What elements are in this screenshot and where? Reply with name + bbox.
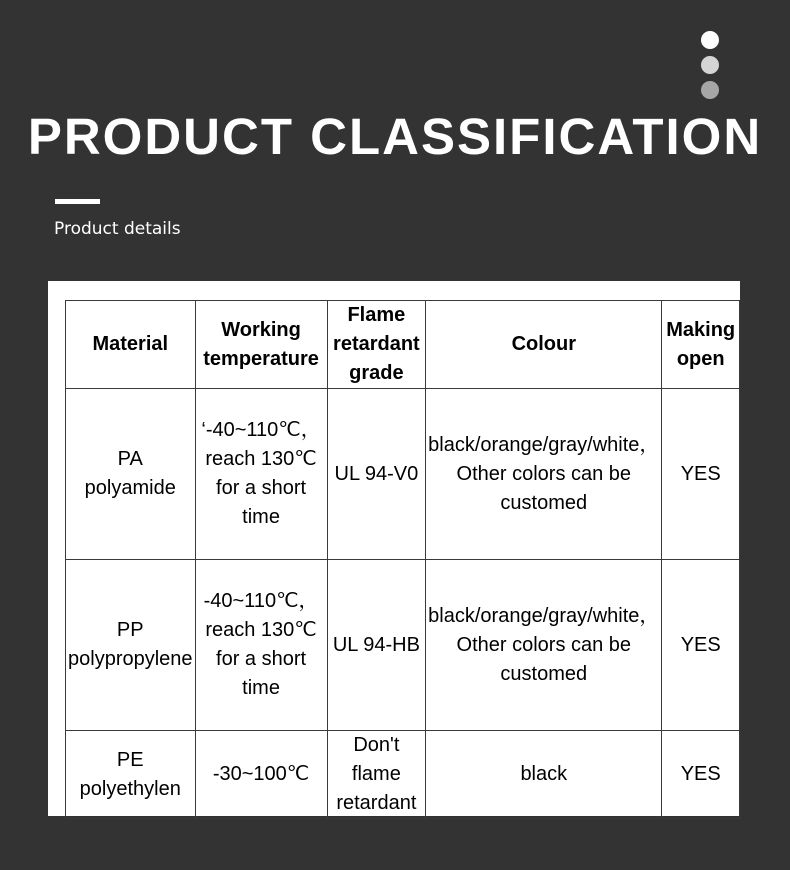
cell-working-temperature xyxy=(195,389,327,560)
material-code: PP xyxy=(116,619,144,641)
temp-peak: reach 130℃ xyxy=(205,619,317,641)
cell-material xyxy=(66,389,196,560)
temp-range: -40~110℃， xyxy=(203,590,319,612)
classification-table xyxy=(65,300,740,819)
header-flame-retardant-grade: Flame retardant grade xyxy=(327,301,426,389)
temp-peak: reach 130℃ xyxy=(205,448,317,470)
dot-indicator-3 xyxy=(701,81,719,99)
title-divider xyxy=(55,199,100,204)
material-code: PE xyxy=(116,748,144,771)
cell-making-open: YES xyxy=(662,389,740,560)
table-row xyxy=(66,731,740,819)
material-name: polyethylen xyxy=(79,777,181,800)
table-header-row xyxy=(66,301,740,389)
cell-working-temperature: -30~100℃ xyxy=(195,731,327,819)
dot-indicator-2 xyxy=(701,56,719,74)
header-making-open: Making open xyxy=(662,301,740,389)
cell-working-temperature xyxy=(195,560,327,731)
cell-material xyxy=(66,731,196,819)
page-title: PRODUCT CLASSIFICATION xyxy=(27,108,763,165)
cell-colour: black/orange/gray/white，Other colors can be customed xyxy=(426,560,662,731)
material-name: polyamide xyxy=(84,477,176,499)
cell-making-open: YES xyxy=(662,731,740,819)
cell-flame-grade: Don't flame retardant xyxy=(327,731,426,819)
dot-indicator-1 xyxy=(701,31,719,49)
cell-making-open: YES xyxy=(662,560,740,731)
pagination-dots xyxy=(701,31,719,106)
cell-flame-grade: UL 94-HB xyxy=(327,560,426,731)
header-working-temperature: Working temperature xyxy=(195,301,327,389)
temp-note: for a short time xyxy=(216,477,307,528)
table-row xyxy=(66,560,740,731)
temp-range: ‘-40~110℃， xyxy=(201,419,321,441)
header-colour: Colour xyxy=(426,301,662,389)
temp-note: for a short time xyxy=(216,648,307,699)
cell-flame-grade: UL 94-V0 xyxy=(327,389,426,560)
cell-colour: black xyxy=(426,731,662,819)
table-panel xyxy=(48,281,740,816)
material-code: PA xyxy=(117,448,143,470)
cell-colour: black/orange/gray/white，Other colors can be customed xyxy=(426,389,662,560)
header-material: Material xyxy=(66,301,196,389)
page-subtitle: Product details xyxy=(54,219,181,239)
table-row xyxy=(66,389,740,560)
material-name: polypropylene xyxy=(68,648,193,670)
cell-material xyxy=(66,560,196,731)
